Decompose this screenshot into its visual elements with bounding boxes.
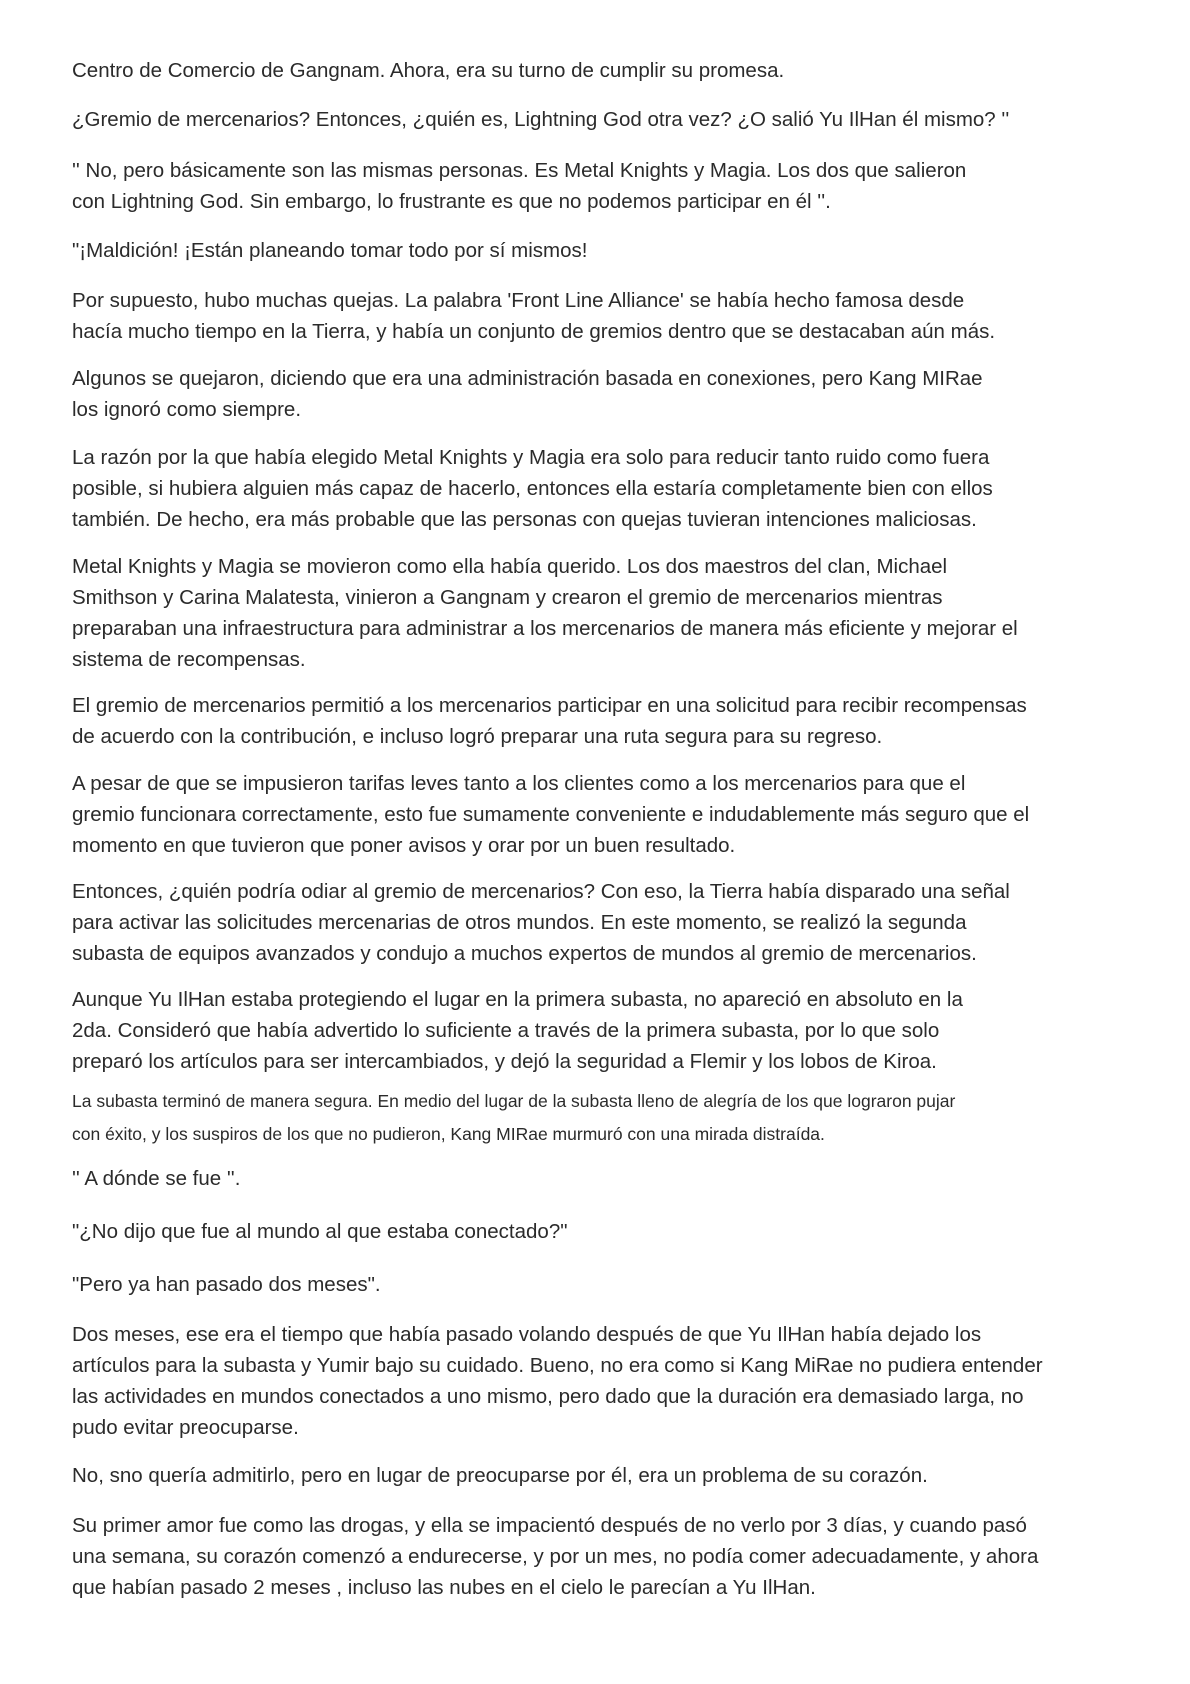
paragraph: Dos meses, ese era el tiempo que había pasado volando después de que Yu IlHan había dejado los artículos para la subasta y Yumir bajo su cuidado. Bueno, no era como si Kang MiRae no pudiera entender las actividades en mundos conectados a uno mismo, pero dado que la duración era demasiado larga, no pudo evitar preocuparse. xyxy=(72,1323,1043,1439)
paragraph: La razón por la que había elegido Metal Knights y Magia era solo para reducir tanto ruido como fuera posible, si hubiera alguien más capaz de hacerlo, entonces ella estaría completamente bien con ellos también. De hecho, era más probable que las personas con quejas tuvieran intenciones maliciosas. xyxy=(72,446,993,531)
paragraph: La subasta terminó de manera segura. En medio del lugar de la subasta lleno de alegría de los que lograron pujar con éxito, y los suspiros de los que no pudieron, Kang MIRae murmuró con una mirada distraída. xyxy=(72,1091,956,1144)
paragraph: "Pero ya han pasado dos meses". xyxy=(72,1273,381,1296)
paragraph: "¿No dijo que fue al mundo al que estaba conectado?" xyxy=(72,1220,568,1243)
document-page xyxy=(72,55,1132,1603)
paragraph: '' A dónde se fue ''. xyxy=(72,1167,241,1190)
paragraph: Entonces, ¿quién podría odiar al gremio de mercenarios? Con eso, la Tierra había disparado una señal para activar las solicitudes mercenarias de otros mundos. En este momento, se realizó la segunda subasta de equipos avanzados y condujo a muchos expertos de mundos al gremio de mercenarios. xyxy=(72,880,1010,965)
paragraph: Aunque Yu IlHan estaba protegiendo el lugar en la primera subasta, no apareció en absoluto en la 2da. Consideró que había advertido lo suficiente a través de la primera subasta, por lo que solo preparó los artículos para ser intercambiados, y dejó la seguridad a Flemir y los lobos de Kiroa. xyxy=(72,988,963,1073)
paragraph: Metal Knights y Magia se movieron como ella había querido. Los dos maestros del clan, Michael Smithson y Carina Malatesta, vinieron a Gangnam y crearon el gremio de mercenarios mientras preparaban una infraestructura para administrar a los mercenarios de manera más eficiente y mejorar el sistema de recompensas. xyxy=(72,555,1018,671)
paragraph: No, sno quería admitirlo, pero en lugar de preocuparse por él, era un problema de su corazón. xyxy=(72,1464,928,1487)
paragraph: '' No, pero básicamente son las mismas personas. Es Metal Knights y Magia. Los dos que salieron con Lightning God. Sin embargo, lo frustrante es que no podemos participar en él ''. xyxy=(72,159,967,213)
paragraph: ¿Gremio de mercenarios? Entonces, ¿quién es, Lightning God otra vez? ¿O salió Yu IlHan él mismo? '' xyxy=(72,108,1010,131)
paragraph: A pesar de que se impusieron tarifas leves tanto a los clientes como a los mercenarios para que el gremio funcionara correctamente, esto fue sumamente conveniente e indudablemente más seguro que el momento en que tuvieron que poner avisos y orar por un buen resultado. xyxy=(72,772,1030,857)
paragraph: El gremio de mercenarios permitió a los mercenarios participar en una solicitud para recibir recompensas de acuerdo con la contribución, e incluso logró preparar una ruta segura para su regreso. xyxy=(72,694,1027,748)
paragraph: Algunos se quejaron, diciendo que era una administración basada en conexiones, pero Kang MIRae los ignoró como siempre. xyxy=(72,367,983,421)
paragraph: Centro de Comercio de Gangnam. Ahora, era su turno de cumplir su promesa. xyxy=(72,59,785,82)
paragraph: "¡Maldición! ¡Están planeando tomar todo por sí mismos! xyxy=(72,239,588,262)
paragraph: Su primer amor fue como las drogas, y ella se impacientó después de no verlo por 3 días, y cuando pasó una semana, su corazón comenzó a endurecerse, y por un mes, no podía comer adecuadamente, y ahora que habían pasado 2 meses , incluso las nubes en el cielo le parecían a Yu IlHan. xyxy=(72,1514,1039,1599)
paragraph: Por supuesto, hubo muchas quejas. La palabra 'Front Line Alliance' se había hecho famosa desde hacía mucho tiempo en la Tierra, y había un conjunto de gremios dentro que se destacaban aún más. xyxy=(72,289,996,343)
